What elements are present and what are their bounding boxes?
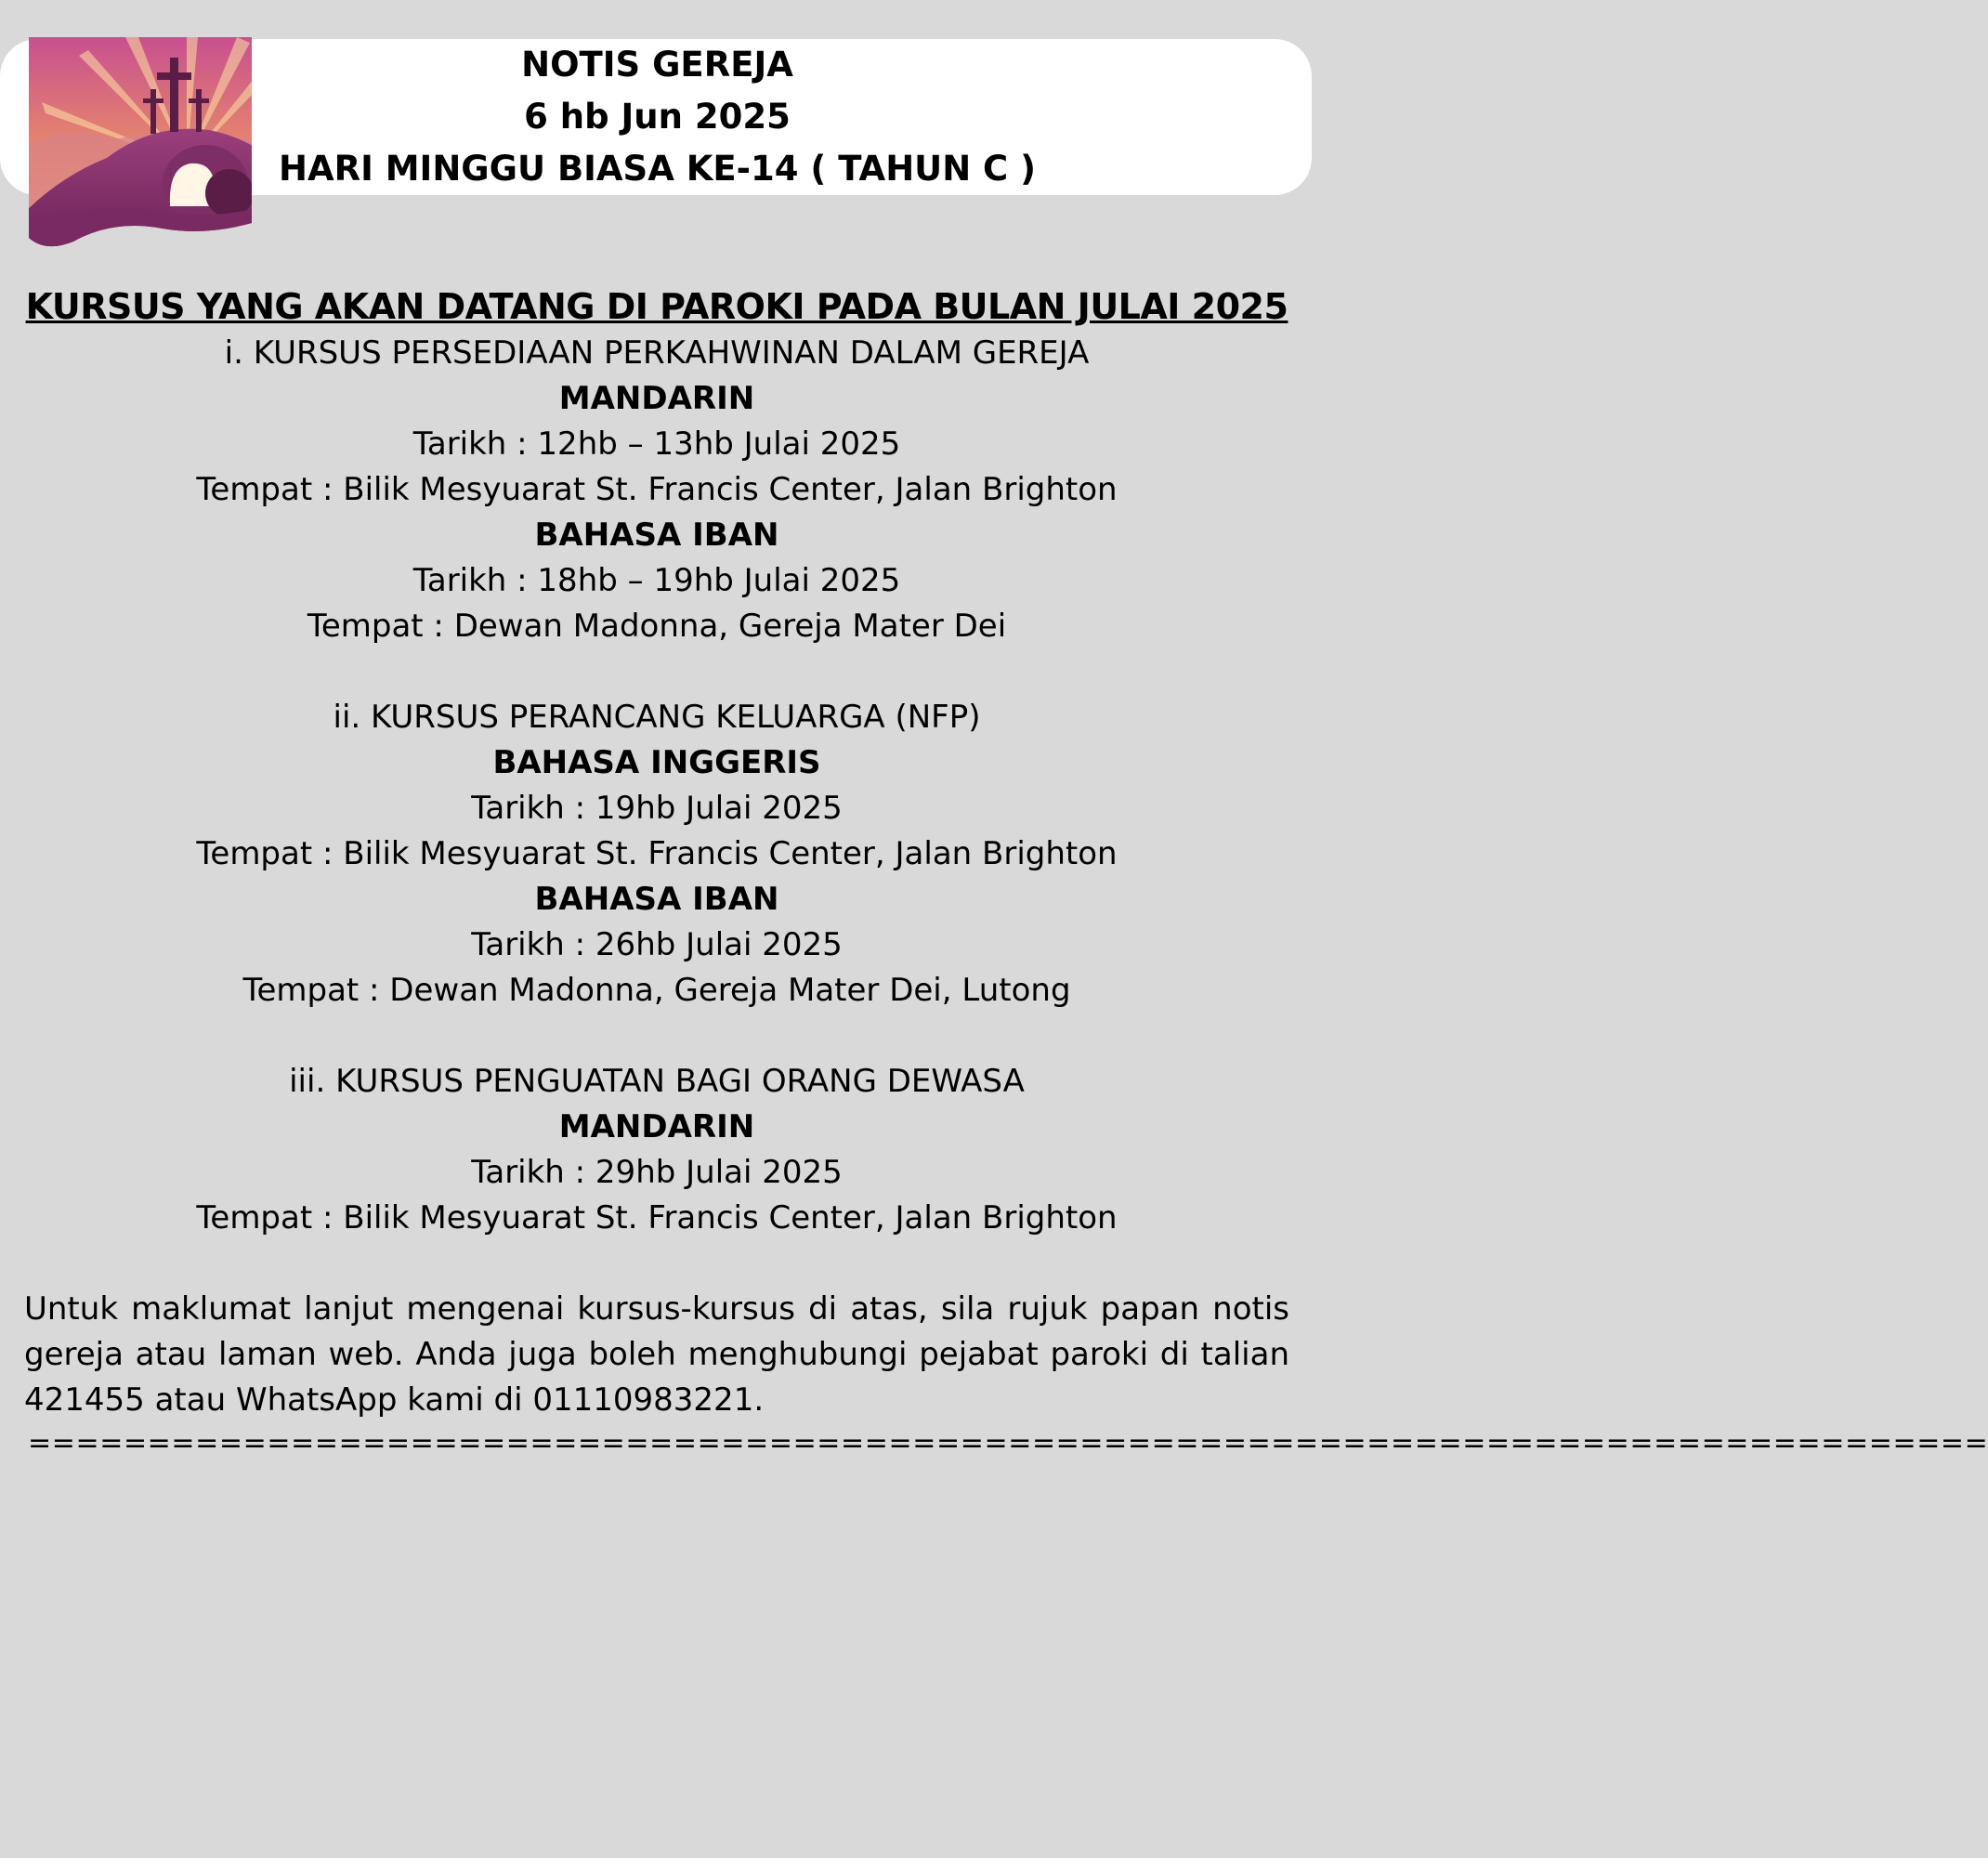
course-date: Tarikh : 19hb Julai 2025 bbox=[471, 790, 843, 827]
course-language: BAHASA IBAN bbox=[534, 881, 779, 918]
course-title: iii. KURSUS PENGUATAN BAGI ORANG DEWASA bbox=[289, 1063, 1025, 1100]
course-language: BAHASA INGGERIS bbox=[492, 744, 821, 781]
course-language: MANDARIN bbox=[558, 1108, 755, 1145]
course-venue: Tempat : Bilik Mesyuarat St. Francis Center, Jalan Brighton bbox=[196, 1199, 1118, 1236]
section-title: KURSUS YANG AKAN DATANG DI PAROKI PADA BULAN JULAI 2025 bbox=[25, 286, 1288, 327]
course-title: ii. KURSUS PERANCANG KELUARGA (NFP) bbox=[333, 699, 981, 736]
spacer bbox=[24, 649, 1289, 695]
course-language: MANDARIN bbox=[558, 380, 755, 417]
course-title: i. KURSUS PERSEDIAAN PERKAHWINAN DALAM GEREJA bbox=[224, 334, 1090, 372]
spacer bbox=[24, 1014, 1289, 1059]
notice-body bbox=[24, 281, 1988, 1464]
course-venue: Tempat : Dewan Madonna, Gereja Mater Dei, Lutong bbox=[242, 972, 1071, 1009]
course-venue: Tempat : Bilik Mesyuarat St. Francis Center, Jalan Brighton bbox=[196, 471, 1118, 508]
info-paragraph: Untuk maklumat lanjut mengenai kursus-kursus di atas, sila rujuk papan notis gereja atau laman web. Anda juga boleh menghubungi pejabat paroki di talian 421455 atau WhatsApp kami di 01110983221. bbox=[24, 1290, 1289, 1419]
spacer bbox=[24, 1241, 1289, 1287]
course-date: Tarikh : 12hb – 13hb Julai 2025 bbox=[412, 425, 901, 463]
course-language: BAHASA IBAN bbox=[534, 517, 779, 554]
course-date: Tarikh : 29hb Julai 2025 bbox=[471, 1154, 843, 1191]
course-venue: Tempat : Dewan Madonna, Gereja Mater Dei bbox=[307, 608, 1007, 645]
course-date: Tarikh : 18hb – 19hb Julai 2025 bbox=[412, 562, 901, 599]
notice-date: 6 hb Jun 2025 bbox=[524, 97, 791, 137]
notice-subtitle: HARI MINGGU BIASA KE-14 ( TAHUN C ) bbox=[279, 149, 1036, 189]
separator-line: ================================================================================== bbox=[28, 1427, 1988, 1459]
notice-title: NOTIS GEREJA bbox=[521, 45, 793, 85]
header-text bbox=[167, 39, 1147, 195]
course-venue: Tempat : Bilik Mesyuarat St. Francis Center, Jalan Brighton bbox=[196, 835, 1118, 872]
course-date: Tarikh : 26hb Julai 2025 bbox=[471, 926, 843, 963]
